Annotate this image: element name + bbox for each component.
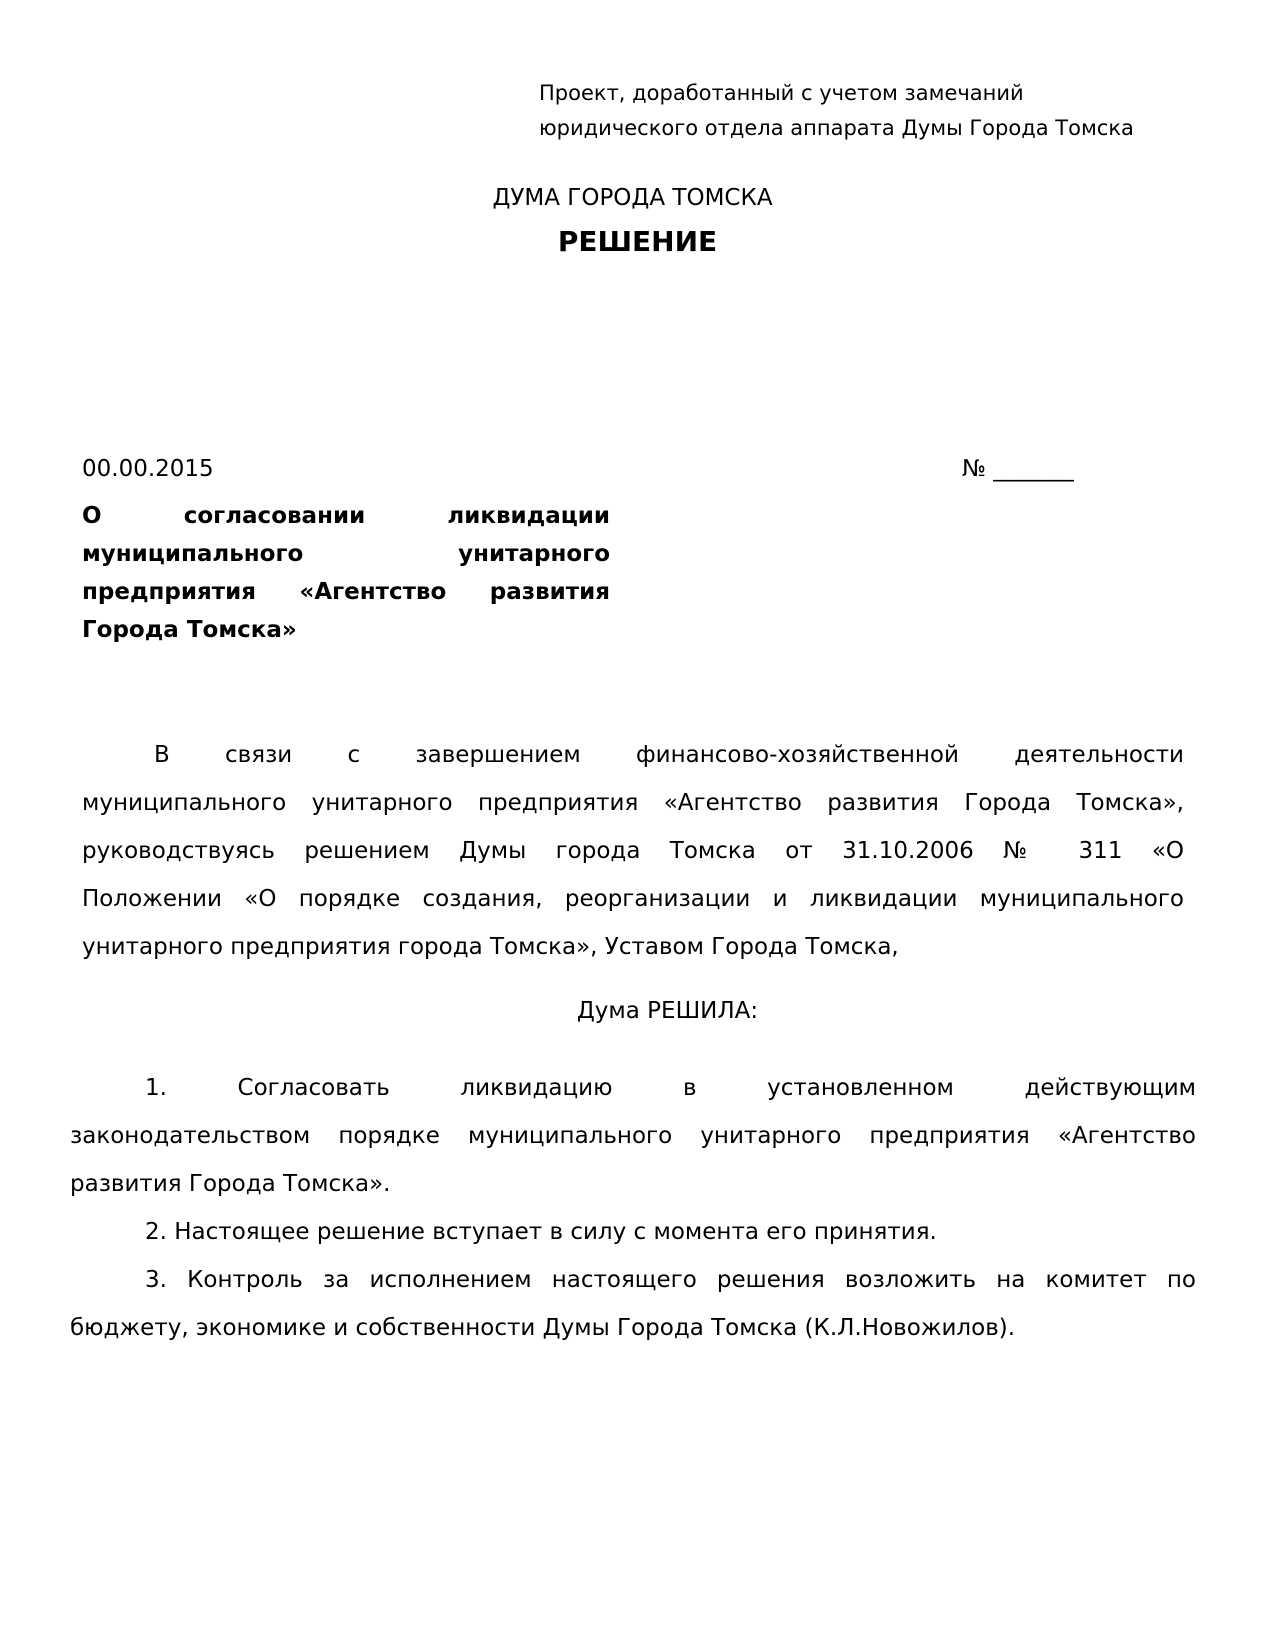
draft-note [539, 76, 1134, 146]
item-2-line: 2. Настоящее решение вступает в силу с момента его принятия. [145, 1219, 937, 1245]
preamble-paragraph [82, 731, 1184, 971]
organization-title [0, 183, 1275, 213]
item-1-line: развития Города Томска». [70, 1171, 391, 1197]
preamble-line: Положении «О порядке создания, реорганизации и ликвидации муниципального [82, 886, 1184, 912]
document-number: № _______ [962, 456, 1074, 482]
resolved-heading-text: Дума РЕШИЛА: [576, 998, 759, 1024]
subject-line: предприятия «Агентство развития [82, 579, 610, 605]
resolved-heading [0, 996, 1275, 1026]
subject-line: О согласовании ликвидации [82, 503, 610, 529]
preamble-line: руководствуясь решением Думы города Томска от 31.10.2006 № 311 «О [82, 838, 1184, 864]
item-1-line: 1. Согласовать ликвидацию в установленном действующим [145, 1075, 1196, 1101]
draft-note-line: юридического отдела аппарата Думы Города Томска [539, 116, 1134, 140]
document-subject [82, 497, 610, 649]
subject-line: муниципального унитарного [82, 541, 610, 567]
document-type [0, 224, 1275, 260]
preamble-line: муниципального унитарного предприятия «Агентство развития Города Томска», [82, 790, 1184, 816]
item-3-line: бюджету, экономике и собственности Думы Города Томска (К.Л.Новожилов). [70, 1315, 1016, 1341]
item-1-line: законодательством порядке муниципального унитарного предприятия «Агентство [70, 1123, 1196, 1149]
organization-name: ДУМА ГОРОДА ТОМСКА [492, 185, 773, 211]
resolution-items [70, 1064, 1196, 1352]
subject-line: Города Томска» [82, 617, 297, 643]
document-type-label: РЕШЕНИЕ [557, 225, 718, 258]
document-date: 00.00.2015 [82, 456, 214, 482]
draft-note-line: Проект, доработанный с учетом замечаний [539, 81, 1024, 105]
preamble-line: унитарного предприятия города Томска», Уставом Города Томска, [82, 934, 899, 960]
preamble-line: В связи с завершением финансово-хозяйственной деятельности [154, 742, 1184, 768]
item-3-line: 3. Контроль за исполнением настоящего решения возложить на комитет по [145, 1267, 1196, 1293]
